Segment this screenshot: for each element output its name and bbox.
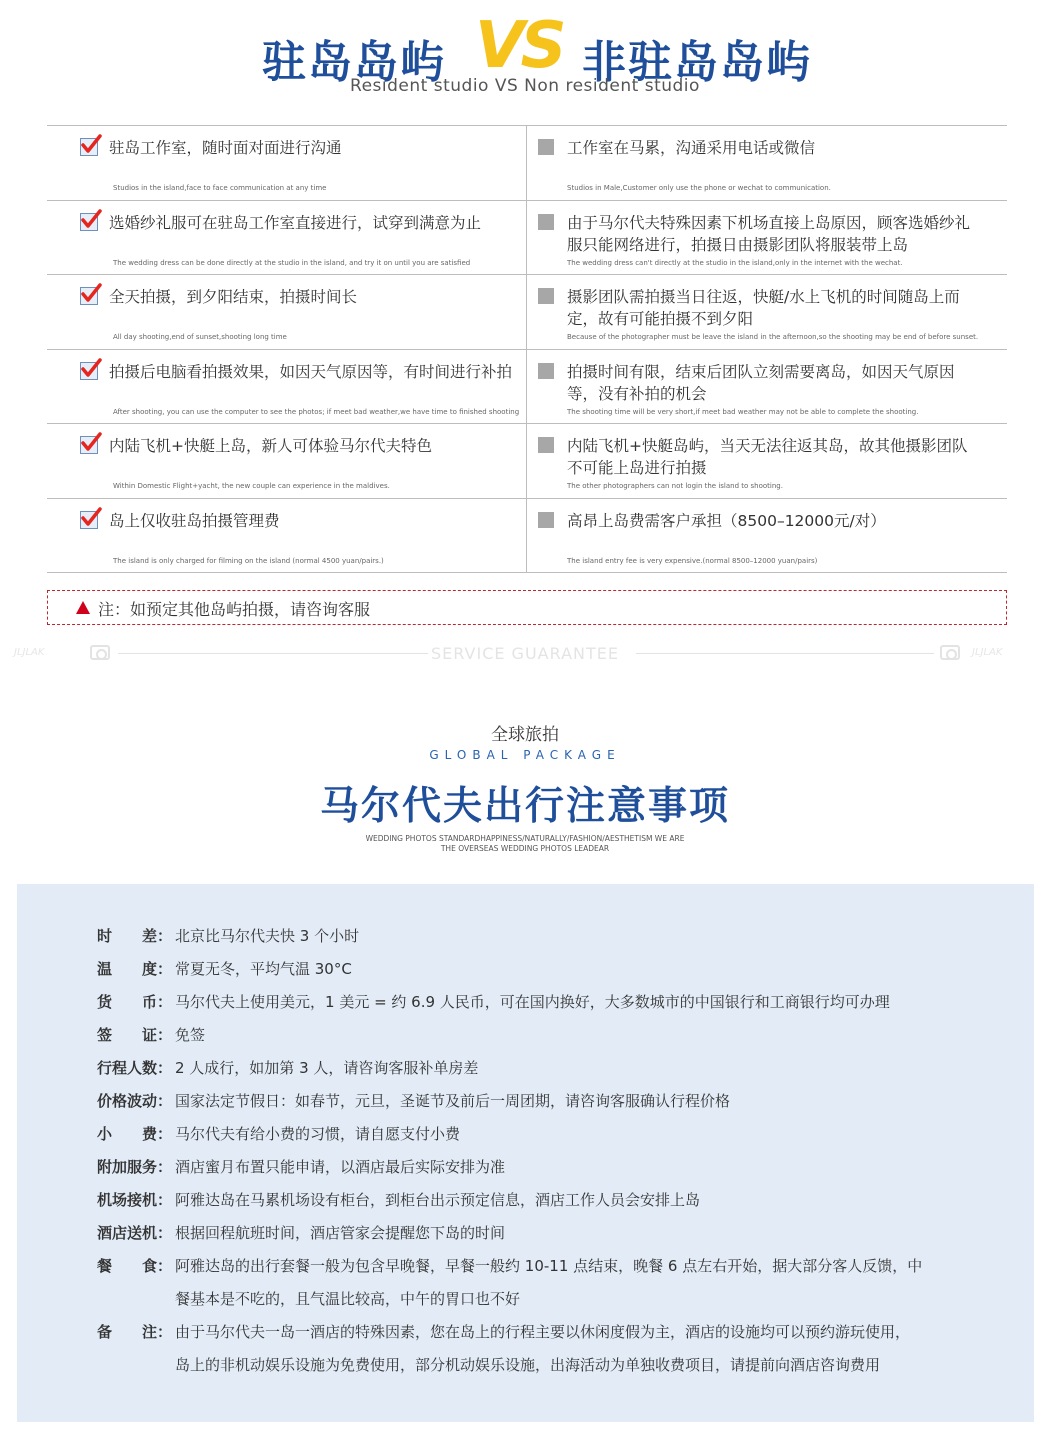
info-label: 行程人数： (97, 1059, 173, 1077)
comparison-table (47, 125, 1007, 573)
info-row (97, 1316, 910, 1349)
tagline-line: WEDDING PHOTOS STANDARDHAPPINESS/NATURALLY/FASHION/AESTHETISM WE ARE (365, 834, 685, 843)
comparison-row (47, 424, 1007, 499)
info-row (97, 920, 359, 953)
resident-cell (47, 350, 527, 424)
non-resident-english: Studios in Male,Customer only use the phone or wechat to communication. (567, 184, 831, 192)
info-row (97, 953, 352, 986)
info-label: 酒店送机： (97, 1224, 173, 1242)
info-value: 2 人成行，如加第 3 人，请咨询客服补单房差 (175, 1059, 479, 1077)
non-resident-text: 高昂上岛费需客户承担（8500–12000元/对） (567, 511, 886, 530)
global-package-label: GLOBAL PACKAGE (429, 748, 621, 762)
brand-watermark: JLJLAK (14, 647, 45, 658)
info-row (97, 1217, 505, 1250)
checkmark-icon (80, 213, 98, 231)
resident-text: 选婚纱礼服可在驻岛工作室直接进行，试穿到满意为止 (109, 213, 482, 232)
resident-cell (47, 424, 527, 498)
info-label: 机场接机： (97, 1191, 173, 1209)
resident-text: 岛上仅收驻岛拍摄管理费 (109, 511, 280, 530)
checkmark-icon (80, 511, 98, 529)
booking-note (47, 590, 1007, 625)
tagline-line: THE OVERSEAS WEDDING PHOTOS LEADEAR (440, 844, 610, 853)
info-value: 阿雅达岛的出行套餐一般为包含早晚餐，早餐一般约 10-11 点结束，晚餐 6 点左右开始，据大部分客人反馈，中 (175, 1257, 923, 1275)
brand-watermark: JLJLAK (972, 647, 1003, 658)
global-travel-label: 全球旅拍 (491, 725, 559, 745)
non-resident-cell (527, 275, 1007, 349)
non-resident-english: The shooting time will be very short,if meet bad weather may not be able to complete the shooting. (567, 407, 919, 416)
info-value: 阿雅达岛在马累机场设有柜台，到柜台出示预定信息，酒店工作人员会安排上岛 (175, 1191, 701, 1209)
non-resident-text: 摄影团队需拍摄当日往返，快艇/水上飞机的时间随岛上而定，故有可能拍摄不到夕阳 (567, 288, 960, 328)
gray-square-icon (538, 363, 554, 379)
comparison-row (47, 350, 1007, 425)
comparison-row (47, 126, 1007, 201)
camera-icon (940, 645, 960, 660)
info-row (97, 1085, 730, 1118)
non-resident-cell (527, 499, 1007, 573)
resident-cell (47, 499, 527, 573)
non-resident-cell (527, 201, 1007, 275)
info-row (97, 1184, 700, 1217)
info-value: 国家法定节假日：如春节，元旦，圣诞节及前后一周团期，请咨询客服确认行程价格 (175, 1092, 731, 1110)
checkmark-icon (80, 138, 98, 156)
info-value: 北京比马尔代夫快 3 个小时 (175, 927, 360, 945)
non-resident-text: 拍摄时间有限，结束后团队立刻需要离岛，如因天气原因等，没有补拍的机会 (567, 362, 955, 403)
info-label: 备 注： (97, 1323, 173, 1341)
info-label: 时 差： (97, 927, 173, 945)
section-title: 马尔代夫出行注意事项 (319, 784, 730, 829)
non-resident-cell (527, 350, 1007, 424)
non-resident-text: 工作室在马累，沟通采用电话或微信 (567, 139, 816, 157)
non-resident-english: The wedding dress can't directly at the studio in the island,only in the internet with the wechat. (567, 258, 903, 267)
resident-text: 驻岛工作室，随时面对面进行沟通 (109, 139, 342, 157)
resident-english: After shooting, you can use the computer to see the photos; if meet bad weather,we have time to finished shooting (113, 407, 520, 416)
checkmark-icon (80, 362, 98, 380)
gray-square-icon (538, 437, 554, 453)
info-value: 马尔代夫上使用美元，1 美元 = 约 6.9 人民币，可在国内换好，大多数城市的中国银行和工商银行均可办理 (175, 993, 890, 1011)
resident-text: 内陆飞机+快艇上岛，新人可体验马尔代夫特色 (109, 437, 432, 455)
info-row (97, 1151, 505, 1184)
travel-notes-panel (17, 884, 1034, 1422)
info-row (97, 1019, 205, 1052)
info-value: 常夏无冬，平均气温 30°C (175, 960, 352, 978)
resident-english: All day shooting,end of sunset,shooting long time (113, 333, 287, 341)
info-label: 货 币： (97, 993, 173, 1011)
non-resident-cell (527, 424, 1007, 498)
vs-logo: VS (475, 9, 563, 83)
non-resident-text: 由于马尔代夫特殊因素下机场直接上岛原因，顾客选婚纱礼服只能网络进行，拍摄日由摄影团队将服装带上岛 (567, 213, 971, 254)
info-row (97, 986, 890, 1019)
gray-square-icon (538, 512, 554, 528)
info-value: 马尔代夫有给小费的习惯，请自愿支付小费 (175, 1125, 461, 1143)
info-label: 价格波动： (97, 1092, 173, 1110)
divider-line (636, 653, 934, 654)
info-label: 附加服务： (97, 1158, 173, 1176)
service-guarantee-text: SERVICE GUARANTEE (431, 644, 619, 663)
info-value: 由于马尔代夫一岛一酒店的特殊因素，您在岛上的行程主要以休闲度假为主，酒店的设施均可以预约游玩使用， (175, 1323, 911, 1341)
resident-english: The wedding dress can be done directly at the studio in the island, and try it on until you are satisfied (113, 258, 471, 267)
non-resident-english: Because of the photographer must be leave the island in the afternoon,so the shooting may be end of before sunset. (567, 333, 979, 341)
header-subtitle: Resident studio VS Non resident studio (350, 76, 700, 96)
info-value-continued: 餐基本是不吃的，且气温比较高，中午的胃口也不好 (175, 1290, 521, 1308)
booking-note-text: 注：如预定其他岛屿拍摄，请咨询客服 (98, 600, 371, 619)
service-guarantee-divider (0, 640, 1050, 666)
info-row (97, 1250, 922, 1283)
info-label: 温 度： (97, 960, 173, 978)
resident-cell (47, 126, 527, 200)
resident-cell (47, 275, 527, 349)
section-tagline (0, 834, 1050, 854)
resident-text: 全天拍摄，到夕阳结束，拍摄时间长 (109, 288, 358, 306)
resident-cell (47, 201, 527, 275)
info-value: 酒店蜜月布置只能申请，以酒店最后实际安排为准 (175, 1158, 506, 1176)
info-value-continued: 岛上的非机动娱乐设施为免费使用，部分机动娱乐设施，出海活动为单独收费项目，请提前向酒店咨询费用 (175, 1356, 881, 1374)
non-resident-text: 内陆飞机+快艇岛屿，当天无法往返其岛，故其他摄影团队不可能上岛进行拍摄 (567, 437, 968, 477)
non-resident-english: The other photographers can not login the island to shooting. (567, 482, 783, 490)
gray-square-icon (538, 288, 554, 304)
gray-square-icon (538, 214, 554, 230)
info-label: 签 证： (97, 1026, 173, 1044)
info-value: 根据回程航班时间，酒店管家会提醒您下岛的时间 (175, 1224, 506, 1242)
comparison-row (47, 275, 1007, 350)
comparison-row (47, 201, 1007, 276)
non-resident-cell (527, 126, 1007, 200)
info-row (97, 1118, 460, 1151)
non-resident-title: 非驻岛岛屿 (582, 37, 812, 88)
resident-english: Studios in the island,face to face communication at any time (113, 184, 327, 192)
warning-triangle-icon (76, 601, 90, 614)
comparison-row (47, 499, 1007, 574)
info-value: 免签 (175, 1026, 206, 1044)
header (0, 9, 1050, 104)
resident-title: 驻岛岛屿 (262, 37, 446, 88)
info-label: 餐 食： (97, 1257, 173, 1275)
gray-square-icon (538, 139, 554, 155)
resident-english: The island is only charged for filming on the island (normal 4500 yuan/pairs.) (113, 556, 384, 565)
non-resident-english: The island entry fee is very expensive.(normal 8500–12000 yuan/pairs) (567, 556, 818, 565)
checkmark-icon (80, 436, 98, 454)
info-row (97, 1052, 478, 1085)
checkmark-icon (80, 287, 98, 305)
resident-english: Within Domestic Flight+yacht, the new couple can experience in the maldives. (113, 482, 390, 490)
info-label: 小 费： (97, 1125, 173, 1143)
resident-text: 拍摄后电脑看拍摄效果，如因天气原因等，有时间进行补拍 (109, 362, 513, 381)
